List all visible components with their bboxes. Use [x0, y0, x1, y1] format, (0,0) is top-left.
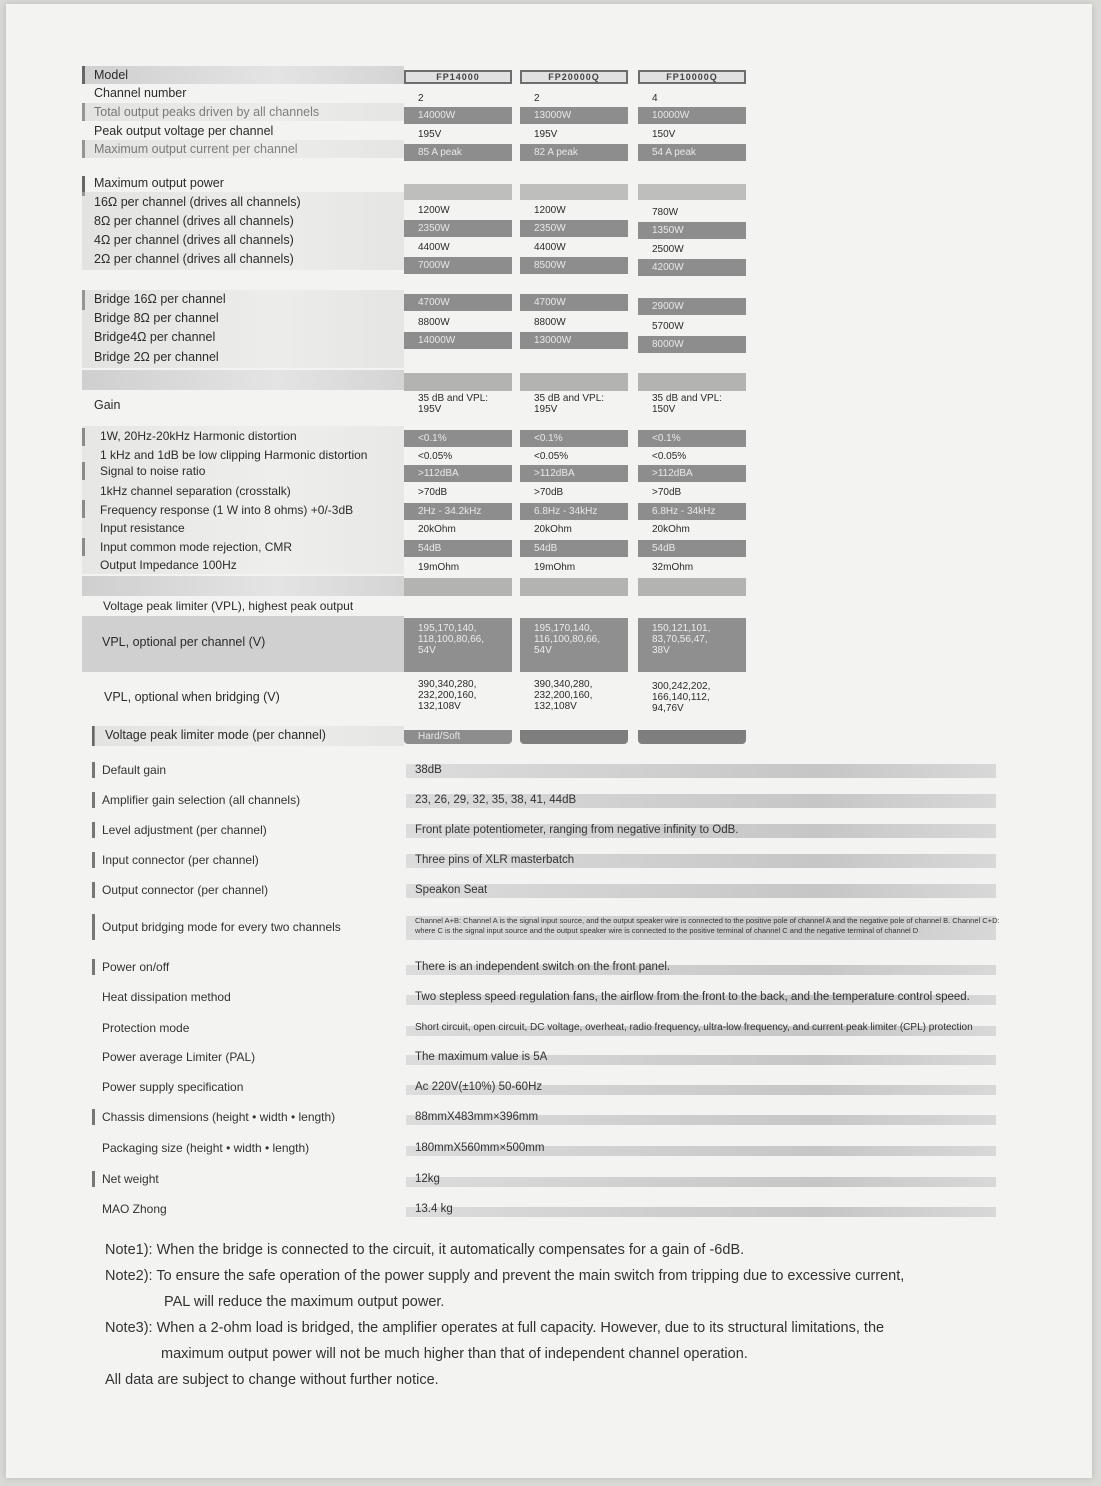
- section-block: [638, 730, 746, 744]
- cell: 195V: [418, 129, 442, 140]
- label-channel-number: Channel number: [94, 86, 187, 100]
- cell: 2500W: [652, 244, 684, 255]
- label-vpl-mode: Voltage peak limiter mode (per channel): [105, 728, 326, 742]
- header-band: [82, 66, 404, 84]
- cell: 82 A peak: [520, 144, 628, 161]
- label-protection-mode: Protection mode: [102, 1021, 190, 1035]
- row-stripe: [406, 764, 996, 778]
- note-3-cont: maximum output power will not be much higher than that of independent channel operation.: [161, 1346, 748, 1362]
- cell: 35 dB and VPL: 195V: [534, 393, 605, 415]
- cell: 8500W: [520, 257, 628, 274]
- vpl-line: 150,121,101,: [652, 623, 711, 634]
- label-gain-selection: Amplifier gain selection (all channels): [102, 793, 301, 807]
- cell: 5700W: [652, 321, 684, 332]
- label-bridge-4ohm: Bridge4Ω per channel: [94, 330, 216, 344]
- cell: >70dB: [652, 487, 682, 498]
- vpl-line: 132,108V: [418, 701, 461, 712]
- label-8ohm: 8Ω per channel (drives all channels): [94, 214, 294, 228]
- vpl-line: 195,170,140,: [418, 623, 477, 634]
- vpl-line: 54V: [418, 645, 436, 656]
- table-row: [92, 1199, 996, 1219]
- cell: >112dBA: [404, 465, 512, 482]
- cell: 1200W: [418, 205, 450, 216]
- note-1: Note1): When the bridge is connected to the circuit, it automatically compensates for a gain of -6dB.: [105, 1242, 745, 1258]
- cell: >112dBA: [638, 465, 746, 482]
- value-net-weight: 12kg: [415, 1173, 440, 1185]
- label-bridge-16ohm: Bridge 16Ω per channel: [94, 292, 226, 306]
- row-bar: [92, 792, 95, 808]
- row-bar: [92, 882, 95, 898]
- vpl-line: 38V: [652, 645, 670, 656]
- cell: 20kOhm: [418, 524, 456, 535]
- cell: 13000W: [520, 332, 628, 349]
- label-max-power-title: Maximum output power: [94, 176, 224, 190]
- cell: 4: [652, 93, 658, 104]
- vpl-band: [82, 576, 404, 596]
- table-row: [92, 957, 996, 977]
- cell: >70dB: [534, 487, 564, 498]
- value-default-gain: 38dB: [415, 764, 442, 776]
- cell: 4700W: [404, 294, 512, 311]
- table-row: [92, 760, 996, 780]
- cell: 54 A peak: [638, 144, 746, 161]
- label-net-weight: Net weight: [102, 1172, 159, 1186]
- section-block: [404, 184, 512, 200]
- cell: 195V: [534, 129, 558, 140]
- cell: 2: [534, 93, 540, 104]
- value-packaging-size: 180mmX560mm×500mm: [415, 1142, 545, 1154]
- table-row: [92, 880, 996, 900]
- cell: 2900W: [638, 298, 746, 315]
- cell: 1350W: [638, 222, 746, 239]
- model-header-3: FP10000Q: [638, 70, 746, 84]
- cell: <0.1%: [404, 430, 512, 447]
- section-block: [520, 730, 628, 744]
- label-power-supply: Power supply specification: [102, 1080, 244, 1094]
- vpl-line: 300,242,202,: [652, 681, 711, 692]
- cell: 6.8Hz - 34kHz: [520, 503, 628, 520]
- vpl-line: 166,140,112,: [652, 692, 710, 703]
- section-block: [638, 184, 746, 200]
- cell: <0.05%: [418, 451, 453, 462]
- vpl-bridge-cell-3: [638, 676, 746, 730]
- label-bridging-mode: Output bridging mode for every two channels: [102, 920, 341, 934]
- notes-section: [105, 1237, 1005, 1393]
- table-row: [92, 912, 1000, 942]
- cell: 35 dB and VPL: 195V: [418, 393, 489, 415]
- cell: 2: [418, 93, 424, 104]
- label-cmr: Input common mode rejection, CMR: [100, 540, 293, 554]
- value-bridging-mode: Channel A+B: Channel A is the signal input source, and the output speaker wire is connected to the positive pole of channel A and the negative pole of channel B. Channel C+D: where C is the signal input source and the output speaker wire is connected to the positive terminal of channel C and the negative terminal of channel D: [415, 916, 1000, 935]
- label-4ohm: 4Ω per channel (drives all channels): [94, 233, 294, 247]
- value-output-connector: Speakon Seat: [415, 884, 488, 896]
- section-block: [520, 578, 628, 596]
- section-block: [638, 578, 746, 596]
- cell: 14000W: [404, 332, 512, 349]
- row-bar: [92, 762, 95, 778]
- vpl-bridge-cell-1: [404, 674, 512, 728]
- value-pal: The maximum value is 5A: [415, 1051, 548, 1063]
- vpl-line: 54V: [534, 645, 552, 656]
- table-row: [92, 1047, 996, 1067]
- cell: 2350W: [404, 220, 512, 237]
- label-max-current: Maximum output current per channel: [94, 142, 298, 156]
- row-stripe: [406, 1207, 996, 1217]
- label-frequency-response: Frequency response (1 W into 8 ohms) +0/-3dB: [100, 503, 354, 517]
- label-input-resistance: Input resistance: [100, 521, 185, 535]
- vpl-line: 132,108V: [534, 701, 577, 712]
- note-2: Note2): To ensure the safe operation of the power supply and prevent the main switch from tripping due to excessive current,: [105, 1268, 905, 1284]
- label-vpl-per-channel: VPL, optional per channel (V): [102, 635, 266, 649]
- cell: 14000W: [404, 107, 512, 124]
- vpl-line: 83,70,56,47,: [652, 634, 708, 645]
- cell: 4400W: [534, 242, 566, 253]
- cell: 1200W: [534, 205, 566, 216]
- label-default-gain: Default gain: [102, 763, 167, 777]
- table-row: [92, 1077, 996, 1097]
- note-2-cont: PAL will reduce the maximum output power.: [164, 1294, 445, 1310]
- label-power-onoff: Power on/off: [102, 960, 170, 974]
- label-input-connector: Input connector (per channel): [102, 853, 259, 867]
- cell: >70dB: [418, 487, 448, 498]
- cell: 35 dB and VPL: 150V: [652, 393, 723, 415]
- table-row: [92, 850, 996, 870]
- cell: <0.05%: [652, 451, 687, 462]
- cell: 4200W: [638, 259, 746, 276]
- note-4: All data are subject to change without further notice.: [105, 1372, 439, 1388]
- table-row: [92, 1138, 996, 1158]
- cell: 19mOhm: [534, 562, 576, 573]
- label-chassis-dimensions: Chassis dimensions (height • width • length): [102, 1110, 336, 1124]
- row-bar: [92, 1109, 95, 1125]
- label-bridge-2ohm: Bridge 2Ω per channel: [94, 350, 219, 364]
- cell: 54dB: [404, 540, 512, 557]
- cell: 54dB: [520, 540, 628, 557]
- vpl-line: 116,100,80,66,: [534, 634, 600, 645]
- row-bar: [92, 1171, 95, 1187]
- cell: <0.05%: [534, 451, 569, 462]
- cell: 85 A peak: [404, 144, 512, 161]
- value-chassis-dimensions: 88mmX483mm×396mm: [415, 1111, 539, 1123]
- row-bar: [92, 959, 95, 975]
- label-bridge-8ohm: Bridge 8Ω per channel: [94, 311, 219, 325]
- cell: 150V: [652, 129, 676, 140]
- cell: <0.1%: [638, 430, 746, 447]
- table-row: [92, 1169, 996, 1189]
- row-band: [82, 140, 404, 158]
- vpl-line: 232,200,160,: [418, 690, 477, 701]
- cell: 780W: [652, 207, 679, 218]
- table-row: [92, 1018, 996, 1038]
- row-bar: [82, 66, 85, 84]
- cell: 4700W: [520, 294, 628, 311]
- value-gain-selection: 23, 26, 29, 32, 35, 38, 41, 44dB: [415, 794, 577, 806]
- label-gain: Gain: [94, 398, 121, 412]
- row-bar: [92, 914, 95, 940]
- vpl-line: 232,200,160,: [534, 690, 593, 701]
- value-heat-dissipation: Two stepless speed regulation fans, the airflow from the front to the back, and the temperature control speed.: [415, 991, 970, 1003]
- spec-sheet-page: [6, 4, 1092, 1478]
- cell: 19mOhm: [418, 562, 460, 573]
- cell: 10000W: [638, 107, 746, 124]
- label-vpl-title: Voltage peak limiter (VPL), highest peak output: [103, 599, 354, 613]
- cell: 7000W: [404, 257, 512, 274]
- table-row: [92, 820, 996, 840]
- section-block: [404, 578, 512, 596]
- value-protection-mode: Short circuit, open circuit, DC voltage, overheat, radio frequency, ultra-low frequency, and current peak limiter (CPL) protection: [415, 1022, 973, 1033]
- vpl-mode-cell: Hard/Soft: [404, 730, 512, 744]
- table-row: [92, 790, 996, 810]
- note-3: Note3): When a 2-ohm load is bridged, the amplifier operates at full capacity. However, due to its structural limitations, the: [105, 1320, 885, 1336]
- label-output-connector: Output connector (per channel): [102, 883, 269, 897]
- label-snr: Signal to noise ratio: [100, 464, 206, 478]
- cell: >112dBA: [520, 465, 628, 482]
- cell: 54dB: [638, 540, 746, 557]
- model-header-2: FP20000Q: [520, 70, 628, 84]
- label-16ohm: 16Ω per channel (drives all channels): [94, 195, 301, 209]
- model-header-1: FP14000: [404, 70, 512, 84]
- value-input-connector: Three pins of XLR masterbatch: [415, 854, 575, 866]
- label-total-output-peaks: Total output peaks driven by all channels: [94, 105, 320, 119]
- cell: 20kOhm: [534, 524, 572, 535]
- row-stripe: [406, 1177, 996, 1187]
- cell: 4400W: [418, 242, 450, 253]
- label-vpl-bridging: VPL, optional when bridging (V): [104, 690, 280, 704]
- label-level-adjustment: Level adjustment (per channel): [102, 823, 267, 837]
- gain-band: [82, 370, 404, 390]
- label-pal: Power average Limiter (PAL): [102, 1050, 256, 1064]
- label-clipping-distortion: 1 kHz and 1dB be low clipping Harmonic distortion: [100, 448, 368, 462]
- label-2ohm: 2Ω per channel (drives all channels): [94, 252, 294, 266]
- cell: 2350W: [520, 220, 628, 237]
- cell: 8800W: [534, 317, 566, 328]
- cell: 13000W: [520, 107, 628, 124]
- cell: 8000W: [638, 336, 746, 353]
- table-row: [92, 987, 996, 1007]
- vpl-line: 390,340,280,: [418, 679, 477, 690]
- vpl-line: 390,340,280,: [534, 679, 593, 690]
- row-bar: [92, 822, 95, 838]
- label-packaging-size: Packaging size (height • width • length): [102, 1141, 310, 1155]
- label-heat-dissipation: Heat dissipation method: [102, 990, 231, 1004]
- table-row: [92, 1107, 996, 1127]
- row-bar: [92, 852, 95, 868]
- row-band: [82, 103, 404, 121]
- vpl-cell-2: [520, 618, 628, 672]
- cell: 20kOhm: [652, 524, 690, 535]
- value-level-adjustment: Front plate potentiometer, ranging from negative infinity to OdB.: [415, 824, 739, 836]
- cell: 6.8Hz - 34kHz: [638, 503, 746, 520]
- cell: <0.1%: [520, 430, 628, 447]
- label-output-impedance: Output Impedance 100Hz: [100, 558, 237, 572]
- vpl-cell-1: [404, 618, 512, 672]
- value-gross-weight: 13.4 kg: [415, 1203, 453, 1215]
- value-power-onoff: There is an independent switch on the front panel.: [415, 961, 671, 973]
- value-power-supply: Ac 220V(±10%) 50-60Hz: [415, 1081, 543, 1093]
- label-peak-voltage: Peak output voltage per channel: [94, 124, 274, 138]
- label-gross-weight: MAO Zhong: [102, 1202, 167, 1216]
- label-harmonic-distortion: 1W, 20Hz-20kHz Harmonic distortion: [100, 429, 297, 443]
- cell: 32mOhm: [652, 562, 694, 573]
- cell: 2Hz - 34.2kHz: [404, 503, 512, 520]
- vpl-bridge-cell-2: [520, 674, 628, 728]
- section-block: [520, 184, 628, 200]
- row-stripe: [406, 884, 996, 898]
- vpl-line: 94,76V: [652, 703, 684, 714]
- vpl-cell-3: [638, 618, 746, 672]
- label-crosstalk: 1kHz channel separation (crosstalk): [100, 484, 291, 498]
- cell: 8800W: [418, 317, 450, 328]
- label-model: Model: [94, 68, 129, 82]
- vpl-line: 195,170,140,: [534, 623, 593, 634]
- vpl-line: 118,100,80,66,: [418, 634, 484, 645]
